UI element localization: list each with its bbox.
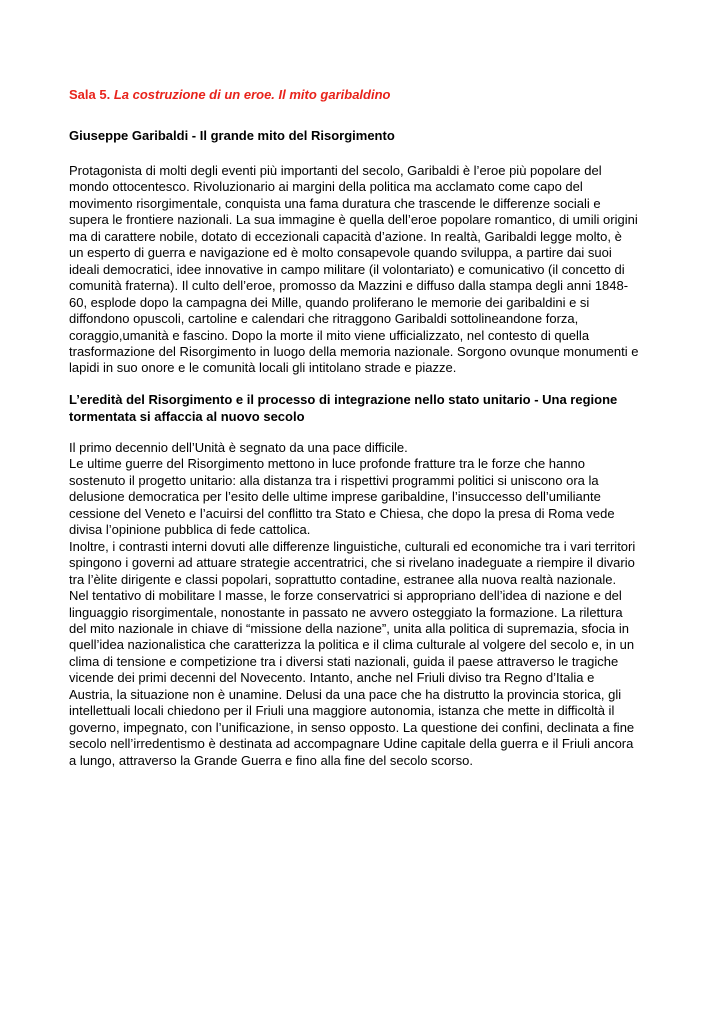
text-line: divisa l’opinione pubblica di fede cattolica.: [69, 522, 311, 538]
paragraph-garibaldi: [69, 163, 661, 377]
text-line: Inoltre, i contrasti interni dovuti alle differenze linguistiche, culturali ed economiche tra i vari territori: [69, 538, 636, 554]
text-line: movimento risorgimentale, conquista una fama duratura che trascende le differenze sociali e: [69, 195, 601, 211]
text-line: ideali democratici, idee innovative in campo militare (il volontariato) e comunicativo (il concetto di: [69, 261, 625, 277]
text-line: diffondono opuscoli, cartoline e calendari che ritraggono Garibaldi sottolineandone forza,: [69, 311, 579, 327]
text-line: un esperto di guerra e navigazione ed è molto consapevole quando sviluppa, a partire dai suoi: [69, 245, 612, 261]
text-line: vicende dei primi decenni del Novecento. Intanto, anche nel Friuli diviso tra Regno d’Italia e: [69, 670, 595, 686]
text-line: Il primo decennio dell’Unità è segnato da una pace difficile.: [69, 440, 408, 455]
text-line: secolo nell’irredentismo è destinata ad accompagnare Udine capitale della guerra e il Friuli ancora: [69, 736, 634, 752]
text-line: linguaggio risorgimentale, nonostante in passato ne avvero osteggiato la formazione. La rilettura: [69, 604, 623, 620]
text-line: lapidi in suo onore e le comunità locali gli intitolano strade e piazze.: [69, 360, 457, 376]
text-line: intellettuali locali chiedono per il Friuli una maggiore autonomia, istanza che mette in difficoltà il: [69, 703, 615, 719]
text-line: comunità fraterna). Il culto dell’eroe, promosso da Mazzini e diffuso dalla stampa degli anni 1848-: [69, 278, 629, 294]
heading-line: tormentata si affaccia al nuovo secolo: [69, 408, 305, 424]
text-line: quell’idea nazionalistica che caratterizza la politica e il clima culturale al volgere del secolo e, in un: [69, 637, 635, 653]
text-line: a lungo, attraverso la Grande Guerra e fino alla fine del secolo scorso.: [69, 752, 473, 768]
text-line: 60, esplode dopo la campagna dei Mille, quando proliferano le memorie dei garibaldini e si: [69, 294, 590, 310]
section-heading-eredita: [69, 392, 649, 425]
text-line: Nel tentativo di mobilitare l masse, le forze conservatrici si appropriano dell’idea di nazione e del: [69, 588, 622, 604]
room-number: Sala 5.: [69, 87, 111, 102]
text-line: spingono i governi ad attuare strategie accentratrici, che si rivelano inadeguate a riempire il divario: [69, 555, 635, 571]
text-line: Le ultime guerre del Risorgimento mettono in luce profonde fratture tra le forze che hanno: [69, 456, 585, 472]
room-title: [69, 86, 669, 103]
text-line: ma di carattere nobile, dotato di eccezionali capacità d’azione. In realtà, Garibaldi legge molto, è: [69, 228, 622, 244]
text-line: supera le frontiere nazionali. La sua immagine è quella dell’eroe popolare romantico, di umili origini: [69, 212, 638, 228]
room-subtitle: La costruzione di un eroe. Il mito garibaldino: [113, 87, 391, 102]
text-line: clima di tensione e competizione tra i diversi stati nazionali, guida il paese attraverso le tragiche: [69, 653, 619, 669]
heading-line: L’eredità del Risorgimento e il processo di integrazione nello stato unitario - Una regione: [69, 392, 618, 407]
text-line: del mito nazionale in chiave di “missione della nazione”, unita alla politica di supremazia, sfocia in: [69, 620, 630, 636]
text-line: trasformazione del Risorgimento in luogo della memoria nazionale. Sorgono ovunque monumenti e: [69, 343, 639, 359]
text-line: Protagonista di molti degli eventi più importanti del secolo, Garibaldi è l’eroe più popolare del: [69, 163, 602, 178]
section-heading-garibaldi: Giuseppe Garibaldi - Il grande mito del Risorgimento: [69, 128, 395, 143]
paragraph-eredita: [69, 440, 661, 769]
text-line: mondo ottocentesco. Rivoluzionario ai margini della politica ma acclamato come capo del: [69, 179, 583, 195]
text-line: delusione democratica per l’esito delle ultime imprese garibaldine, l’insuccesso dell’umiliante: [69, 489, 601, 505]
text-line: Austria, la situazione non è unamine. Delusi da una pace che ha distrutto la provincia storica, gli: [69, 686, 622, 702]
text-line: coraggio,umanità e fascino. Dopo la morte il mito viene ufficializzato, nel contesto di quella: [69, 327, 590, 343]
text-line: cessione del Veneto e l’acuirsi del conflitto tra Stato e Chiesa, che dopo la presa di Roma vede: [69, 505, 615, 521]
text-line: governo, impegnato, con l’unificazione, in senso opposto. La questione dei confini, declinata a fine: [69, 719, 635, 735]
text-line: sostenuto il progetto unitario: alla distanza tra i rispettivi programmi politici si uniscono ora la: [69, 472, 599, 488]
text-line: tra l’èlite dirigente e classi popolari, soprattutto contadine, estranee alla nuova realtà nazionale.: [69, 571, 617, 587]
